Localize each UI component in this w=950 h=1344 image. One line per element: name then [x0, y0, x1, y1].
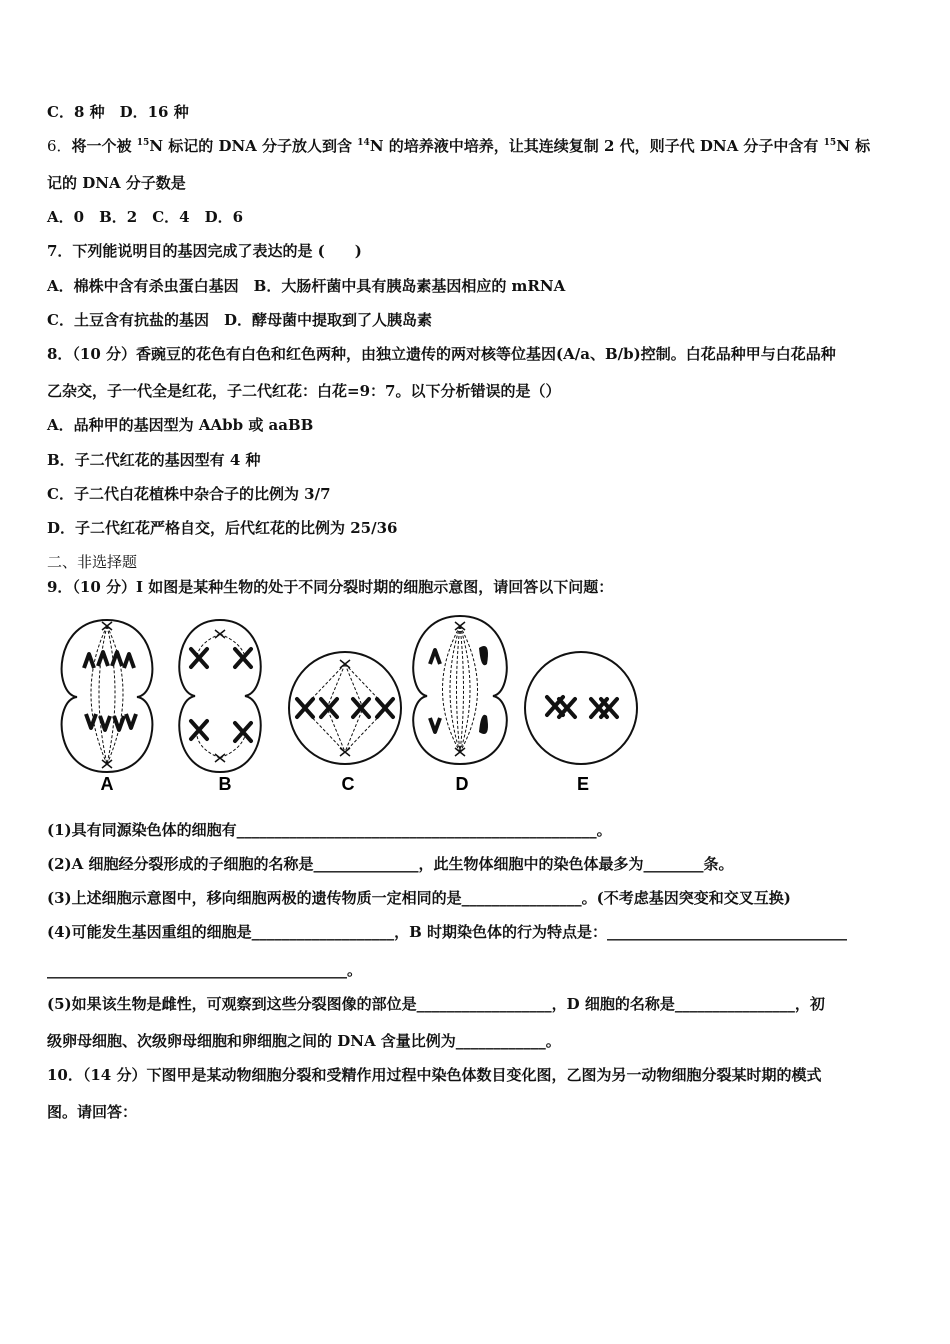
q9-sub3: (3)上述细胞示意图中，移向细胞两极的遗传物质一定相同的是________________。(不考虑基因突变和交叉互换): [47, 889, 791, 907]
q6-sup-15: 15: [136, 138, 150, 148]
cell-division-figure: [55, 612, 655, 797]
q10-stem-line2: 图。请回答：: [47, 1103, 138, 1121]
q9-stem: 9．（10 分）I 如图是某种生物的处于不同分裂时期的细胞示意图，请回答以下问题：: [47, 578, 614, 596]
q5-options-tail: C．8 种 D．16 种: [47, 103, 189, 121]
q7-options-ab: A．棉株中含有杀虫蛋白基因 B．大肠杆菌中具有胰岛素基因相应的 mRNA: [47, 277, 566, 295]
q9-sub5-line2: 级卵母细胞、次级卵母细胞和卵细胞之间的 DNA 含量比例为____________。: [47, 1032, 561, 1050]
q9-sub4-line2: ________________________________________。: [47, 961, 363, 979]
q8-stem-line2: 乙杂交，子一代全是红花，子二代红花：白花=9：7。以下分析错误的是（）: [47, 382, 561, 400]
section-heading: 二、非选择题: [47, 553, 138, 571]
q6-options: A．0 B．2 C．4 D．6: [47, 208, 244, 226]
q8-stem-line1: 8．（10 分）香豌豆的花色有白色和红色两种，由独立遗传的两对核等位基因(A/a、B/b)控制。白花品种甲与白花品种: [47, 345, 836, 363]
cell-a: [62, 620, 153, 772]
q7-stem: 7．下列能说明目的基因完成了表达的是 ( ): [47, 242, 362, 260]
q9-sub5-line1: (5)如果该生物是雌性，可观察到这些分裂图像的部位是__________________，D 细胞的名称是________________，初: [47, 995, 825, 1013]
q9-sub2: (2)A 细胞经分裂形成的子细胞的名称是______________，此生物体细胞中的染色体最多为________条。: [47, 855, 734, 873]
q6-text-c: N 的培养液中培养，让其连续复制 2 代，则子代 DNA 分子中含有: [369, 137, 824, 155]
q8-option-d: D．子二代红花严格自交，后代红花的比例为 25/36: [47, 519, 398, 537]
label-c: C: [341, 774, 355, 794]
cell-d: [413, 616, 506, 764]
q8-option-a: A．品种甲的基因型为 AAbb 或 aaBB: [47, 416, 314, 434]
q9-sub1: (1)具有同源染色体的细胞有________________________________________________。: [47, 821, 612, 839]
cell-e: [525, 652, 637, 764]
cell-b: [179, 620, 260, 772]
q6-text-d: N 标: [836, 137, 871, 155]
q6-stem-line2: 记的 DNA 分子数是: [47, 174, 186, 192]
label-d: D: [455, 774, 469, 794]
q8-option-b: B．子二代红花的基因型有 4 种: [47, 451, 261, 469]
q6-text-a: 将一个被: [71, 137, 137, 155]
q8-option-c: C．子二代白花植株中杂合子的比例为 3/7: [47, 485, 331, 503]
q10-stem-line1: 10．（14 分）下图甲是某动物细胞分裂和受精作用过程中染色体数目变化图，乙图为另一动物细胞分裂某时期的模式: [47, 1066, 822, 1084]
q6-sup-15b: 15: [823, 138, 837, 148]
cell-c: [289, 652, 401, 764]
label-e: E: [576, 774, 590, 794]
q6-number: 6．: [47, 137, 72, 155]
q6-stem-line1: [47, 136, 870, 156]
q6-sup-14: 14: [357, 138, 370, 148]
q6-text-b: N 标记的 DNA 分子放人到含: [149, 137, 358, 155]
q9-sub4-line1: (4)可能发生基因重组的细胞是___________________，B 时期染色体的行为特点是：________________________________: [47, 923, 848, 941]
label-b: B: [218, 774, 232, 794]
label-a: A: [100, 774, 114, 794]
q7-options-cd: C．土豆含有抗盐的基因 D．酵母菌中提取到了人胰岛素: [47, 311, 432, 329]
